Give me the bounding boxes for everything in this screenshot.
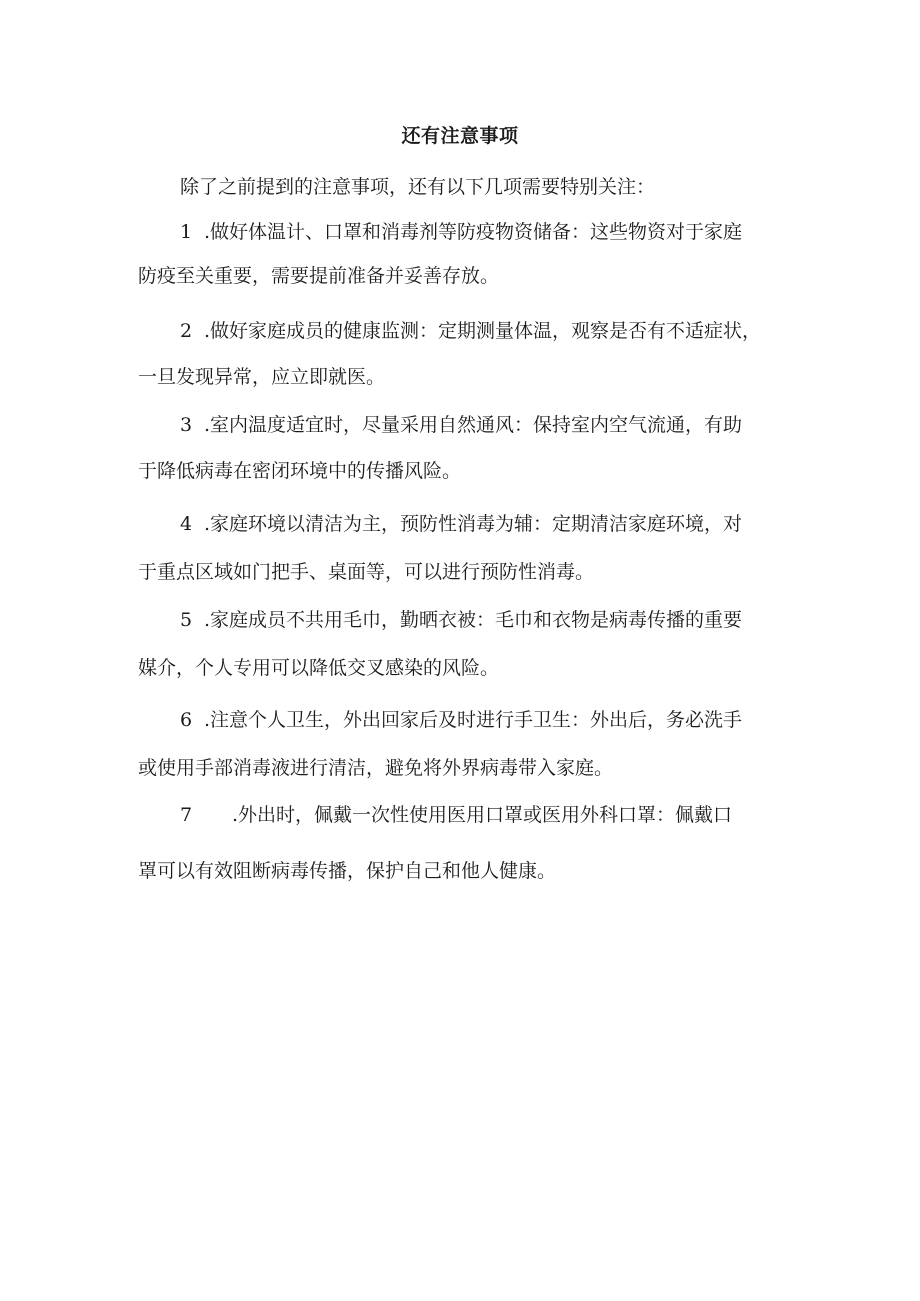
item-text-line-1: .室内温度适宜时，尽量采用自然通风：保持室内空气流通，有助 bbox=[204, 414, 743, 436]
item-text-line-2: 防疫至关重要，需要提前准备并妥善存放。 bbox=[138, 265, 500, 287]
intro-paragraph: 除了之前提到的注意事项，还有以下几项需要特别关注： bbox=[180, 176, 656, 198]
item-number: 4 bbox=[180, 513, 193, 535]
item-text-line-1: .外出时，佩戴一次性使用医用口罩或医用外科口罩：佩戴口 bbox=[232, 804, 733, 826]
item-number: 7 bbox=[180, 804, 193, 826]
item-text-line-1: .做好体温计、口罩和消毒剂等防疫物资储备：这些物资对于家庭 bbox=[204, 221, 743, 243]
item-text-line-2: 一旦发现异常，应立即就医。 bbox=[138, 366, 386, 388]
item-number: 6 bbox=[180, 709, 193, 731]
item-text-line-2: 于重点区域如门把手、桌面等，可以进行预防性消毒。 bbox=[138, 561, 595, 583]
item-number: 1 bbox=[180, 221, 193, 243]
item-number: 5 bbox=[180, 609, 193, 631]
item-text-line-1: .家庭环境以清洁为主，预防性消毒为辅：定期清洁家庭环境，对 bbox=[204, 513, 743, 535]
item-text-line-1: .注意个人卫生，外出回家后及时进行手卫生：外出后，务必洗手 bbox=[204, 709, 743, 731]
item-number: 3 bbox=[180, 414, 193, 436]
item-text-line-1: .做好家庭成员的健康监测：定期测量体温，观察是否有不适症状， bbox=[204, 320, 762, 342]
item-text-line-2: 媒介，个人专用可以降低交叉感染的风险。 bbox=[138, 657, 500, 679]
item-text-line-1: .家庭成员不共用毛巾，勤晒衣被：毛巾和衣物是病毒传播的重要 bbox=[204, 609, 743, 631]
item-text-line-2: 罩可以有效阻断病毒传播，保护自己和他人健康。 bbox=[138, 860, 557, 882]
item-number: 2 bbox=[180, 320, 193, 342]
page-title: 还有注意事项 bbox=[401, 125, 519, 147]
item-text-line-2: 或使用手部消毒液进行清洁，避免将外界病毒带入家庭。 bbox=[138, 757, 614, 779]
item-text-line-2: 于降低病毒在密闭环境中的传播风险。 bbox=[138, 460, 462, 482]
